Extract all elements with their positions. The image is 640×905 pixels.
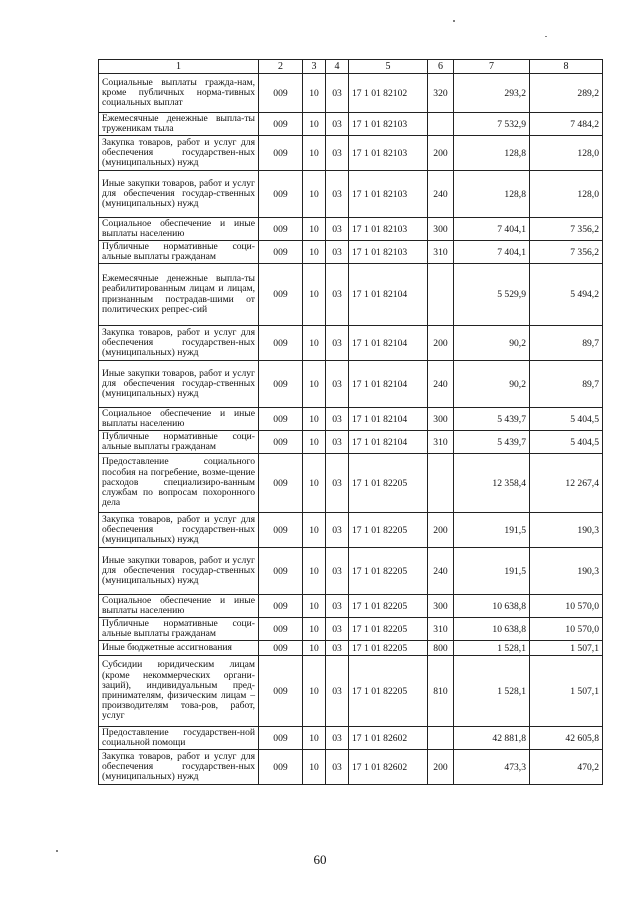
table-cell: 800 [428, 641, 454, 656]
table-cell: 17 1 01 82103 [349, 218, 428, 241]
table-cell: 10 [303, 171, 326, 218]
row-description: Предоставление социального пособия на погребение, возме-щение расходов специализиро-ванным службам по вопросам похоронного дела [99, 454, 259, 513]
table-cell: 5 404,5 [530, 408, 603, 431]
table-cell: 5 494,2 [530, 264, 603, 326]
table-cell: 5 439,7 [454, 431, 530, 454]
table-cell: 240 [428, 548, 454, 595]
scan-speck [453, 20, 455, 22]
table-cell: 17 1 01 82102 [349, 74, 428, 113]
table-cell [428, 264, 454, 326]
table-cell: 10 [303, 74, 326, 113]
table-cell: 128,8 [454, 171, 530, 218]
table-cell: 17 1 01 82205 [349, 454, 428, 513]
table-cell: 10 [303, 264, 326, 326]
table-cell: 03 [326, 548, 349, 595]
column-header: 5 [349, 60, 428, 74]
page-number: 60 [313, 852, 327, 867]
table-cell: 10 [303, 326, 326, 361]
table-row [99, 750, 603, 785]
table-row [99, 641, 603, 656]
table-cell: 17 1 01 82103 [349, 241, 428, 264]
table-cell: 289,2 [530, 74, 603, 113]
table-cell: 191,5 [454, 548, 530, 595]
table-cell: 009 [259, 241, 303, 264]
column-header: 2 [259, 60, 303, 74]
table-cell: 89,7 [530, 326, 603, 361]
row-description: Социальное обеспечение и иные выплаты населению [99, 595, 259, 618]
table-cell: 009 [259, 326, 303, 361]
table-row [99, 361, 603, 408]
scan-speck [56, 850, 58, 852]
table-cell: 200 [428, 513, 454, 548]
row-description: Предоставление государствен-ной социальной помощи [99, 727, 259, 750]
table-cell: 17 1 01 82205 [349, 595, 428, 618]
table-cell: 10 [303, 595, 326, 618]
table-cell: 7 404,1 [454, 241, 530, 264]
table-cell: 009 [259, 618, 303, 641]
row-description: Публичные нормативные соци-альные выплаты гражданам [99, 618, 259, 641]
column-header: 4 [326, 60, 349, 74]
table-cell: 90,2 [454, 326, 530, 361]
table-cell: 7 356,2 [530, 218, 603, 241]
table-cell: 310 [428, 241, 454, 264]
table-cell: 810 [428, 656, 454, 727]
table-cell: 10 [303, 727, 326, 750]
table-cell: 03 [326, 326, 349, 361]
table-row [99, 548, 603, 595]
table-cell: 009 [259, 454, 303, 513]
row-description: Ежемесячные денежные выпла-ты труженикам тыла [99, 113, 259, 136]
row-description: Субсидии юридическим лицам (кроме некоммерческих органи-заций), индивидуальным пред-принимателям, физическим лицам – производителям това-ров, работ, услуг [99, 656, 259, 727]
table-cell: 17 1 01 82205 [349, 656, 428, 727]
column-header: 1 [99, 60, 259, 74]
table-cell: 7 404,1 [454, 218, 530, 241]
row-description: Закупка товаров, работ и услуг для обеспечения государствен-ных (муниципальных) нужд [99, 513, 259, 548]
table-row [99, 136, 603, 171]
scan-speck [545, 36, 547, 37]
table-row [99, 513, 603, 548]
table-cell: 009 [259, 431, 303, 454]
table-row [99, 326, 603, 361]
table-cell: 17 1 01 82103 [349, 136, 428, 171]
column-header: 3 [303, 60, 326, 74]
table-cell: 17 1 01 82104 [349, 408, 428, 431]
row-description: Публичные нормативные соци-альные выплаты гражданам [99, 431, 259, 454]
table-cell: 17 1 01 82104 [349, 431, 428, 454]
table-row [99, 218, 603, 241]
table-cell: 03 [326, 264, 349, 326]
table-cell: 03 [326, 618, 349, 641]
table-cell: 10 [303, 361, 326, 408]
table-cell: 10 [303, 218, 326, 241]
table-cell: 7 484,2 [530, 113, 603, 136]
table-cell: 300 [428, 218, 454, 241]
table-row [99, 241, 603, 264]
table-cell: 03 [326, 113, 349, 136]
table-cell: 17 1 01 82205 [349, 641, 428, 656]
table-cell: 10 [303, 241, 326, 264]
table-cell: 10 [303, 513, 326, 548]
table-cell: 009 [259, 727, 303, 750]
budget-table [98, 59, 603, 785]
table-cell: 17 1 01 82205 [349, 513, 428, 548]
table-cell: 128,0 [530, 136, 603, 171]
table-cell: 10 [303, 408, 326, 431]
table-cell: 1 507,1 [530, 641, 603, 656]
table-cell: 03 [326, 136, 349, 171]
table-row [99, 656, 603, 727]
table-cell: 293,2 [454, 74, 530, 113]
column-header: 8 [530, 60, 603, 74]
table-cell: 240 [428, 171, 454, 218]
table-cell: 009 [259, 136, 303, 171]
table-cell: 42 881,8 [454, 727, 530, 750]
table-cell: 190,3 [530, 548, 603, 595]
table-cell: 17 1 01 82103 [349, 113, 428, 136]
row-description: Закупка товаров, работ и услуг для обеспечения государствен-ных (муниципальных) нужд [99, 136, 259, 171]
table-cell: 10 570,0 [530, 595, 603, 618]
table-cell: 17 1 01 82104 [349, 361, 428, 408]
table-cell: 90,2 [454, 361, 530, 408]
table-cell: 10 [303, 656, 326, 727]
table-cell [428, 454, 454, 513]
table-cell: 10 [303, 750, 326, 785]
row-description: Социальные выплаты гражда-нам, кроме публичных норма-тивных социальных выплат [99, 74, 259, 113]
table-cell: 03 [326, 727, 349, 750]
table-cell: 10 638,8 [454, 595, 530, 618]
table-cell: 009 [259, 548, 303, 595]
table-cell: 310 [428, 618, 454, 641]
table-cell: 89,7 [530, 361, 603, 408]
table-cell: 009 [259, 595, 303, 618]
table-cell: 009 [259, 171, 303, 218]
table-cell: 03 [326, 171, 349, 218]
table-cell: 10 [303, 136, 326, 171]
table-cell: 009 [259, 408, 303, 431]
table-cell: 10 [303, 641, 326, 656]
table-cell: 200 [428, 326, 454, 361]
table-row [99, 74, 603, 113]
table-cell: 7 356,2 [530, 241, 603, 264]
table-cell: 009 [259, 264, 303, 326]
table-cell: 03 [326, 641, 349, 656]
table-row [99, 431, 603, 454]
row-description: Иные закупки товаров, работ и услуг для обеспечения государ-ственных (муниципальных) нужд [99, 171, 259, 218]
table-cell: 200 [428, 136, 454, 171]
table-cell: 009 [259, 74, 303, 113]
table-cell: 03 [326, 595, 349, 618]
table-cell: 5 529,9 [454, 264, 530, 326]
table-cell: 12 267,4 [530, 454, 603, 513]
table-cell: 42 605,8 [530, 727, 603, 750]
table-cell: 009 [259, 113, 303, 136]
row-description: Закупка товаров, работ и услуг для обеспечения государствен-ных (муниципальных) нужд [99, 326, 259, 361]
table-cell: 009 [259, 641, 303, 656]
table-cell: 240 [428, 361, 454, 408]
column-header: 6 [428, 60, 454, 74]
table-cell: 03 [326, 513, 349, 548]
table-cell: 1 507,1 [530, 656, 603, 727]
row-description: Иные закупки товаров, работ и услуг для обеспечения государ-ственных (муниципальных) нужд [99, 361, 259, 408]
table-cell: 128,8 [454, 136, 530, 171]
row-description: Ежемесячные денежные выпла-ты реабилитированным лицам и лицам, признанным пострадав-шими от политических репрес-сий [99, 264, 259, 326]
table-cell [428, 113, 454, 136]
table-cell: 10 [303, 454, 326, 513]
table-cell: 17 1 01 82103 [349, 171, 428, 218]
table-cell: 009 [259, 656, 303, 727]
table-cell: 03 [326, 656, 349, 727]
table-cell: 03 [326, 361, 349, 408]
table-cell: 009 [259, 750, 303, 785]
row-description: Социальное обеспечение и иные выплаты населению [99, 408, 259, 431]
table-cell: 300 [428, 408, 454, 431]
table-cell: 03 [326, 218, 349, 241]
table-cell: 10 638,8 [454, 618, 530, 641]
row-description: Иные бюджетные ассигнования [99, 641, 259, 656]
row-description: Закупка товаров, работ и услуг для обеспечения государствен-ных (муниципальных) нужд [99, 750, 259, 785]
table-cell: 17 1 01 82205 [349, 618, 428, 641]
table-cell: 128,0 [530, 171, 603, 218]
table-row [99, 727, 603, 750]
table-cell: 03 [326, 408, 349, 431]
table-cell: 17 1 01 82104 [349, 326, 428, 361]
table-cell: 03 [326, 454, 349, 513]
row-description: Иные закупки товаров, работ и услуг для обеспечения государ-ственных (муниципальных) нужд [99, 548, 259, 595]
table-row [99, 454, 603, 513]
table-cell: 310 [428, 431, 454, 454]
table-row [99, 113, 603, 136]
table-header [99, 60, 603, 74]
table-cell: 03 [326, 431, 349, 454]
table-row [99, 264, 603, 326]
table-cell: 10 570,0 [530, 618, 603, 641]
table-body [99, 74, 603, 785]
table-cell: 320 [428, 74, 454, 113]
table-cell: 12 358,4 [454, 454, 530, 513]
table-cell: 17 1 01 82205 [349, 548, 428, 595]
table-row [99, 171, 603, 218]
row-description: Социальное обеспечение и иные выплаты населению [99, 218, 259, 241]
table-cell: 7 532,9 [454, 113, 530, 136]
table-cell: 03 [326, 750, 349, 785]
table-cell: 190,3 [530, 513, 603, 548]
table-cell: 200 [428, 750, 454, 785]
table-row [99, 618, 603, 641]
column-header: 7 [454, 60, 530, 74]
table-cell: 009 [259, 218, 303, 241]
table-cell: 17 1 01 82602 [349, 727, 428, 750]
table-cell: 10 [303, 548, 326, 595]
table-cell: 470,2 [530, 750, 603, 785]
table-cell: 300 [428, 595, 454, 618]
table-cell: 17 1 01 82602 [349, 750, 428, 785]
table-cell: 1 528,1 [454, 656, 530, 727]
header-row [99, 60, 603, 74]
table-cell: 10 [303, 431, 326, 454]
table-cell: 009 [259, 361, 303, 408]
table-cell: 03 [326, 74, 349, 113]
table-cell: 009 [259, 513, 303, 548]
table-cell: 1 528,1 [454, 641, 530, 656]
table-row [99, 595, 603, 618]
table-cell: 5 439,7 [454, 408, 530, 431]
table-cell: 191,5 [454, 513, 530, 548]
table-cell: 5 404,5 [530, 431, 603, 454]
table-cell: 10 [303, 618, 326, 641]
table-cell: 03 [326, 241, 349, 264]
table-row [99, 408, 603, 431]
table-cell: 10 [303, 113, 326, 136]
table-cell [428, 727, 454, 750]
table-cell: 473,3 [454, 750, 530, 785]
table-cell: 17 1 01 82104 [349, 264, 428, 326]
row-description: Публичные нормативные соци-альные выплаты гражданам [99, 241, 259, 264]
